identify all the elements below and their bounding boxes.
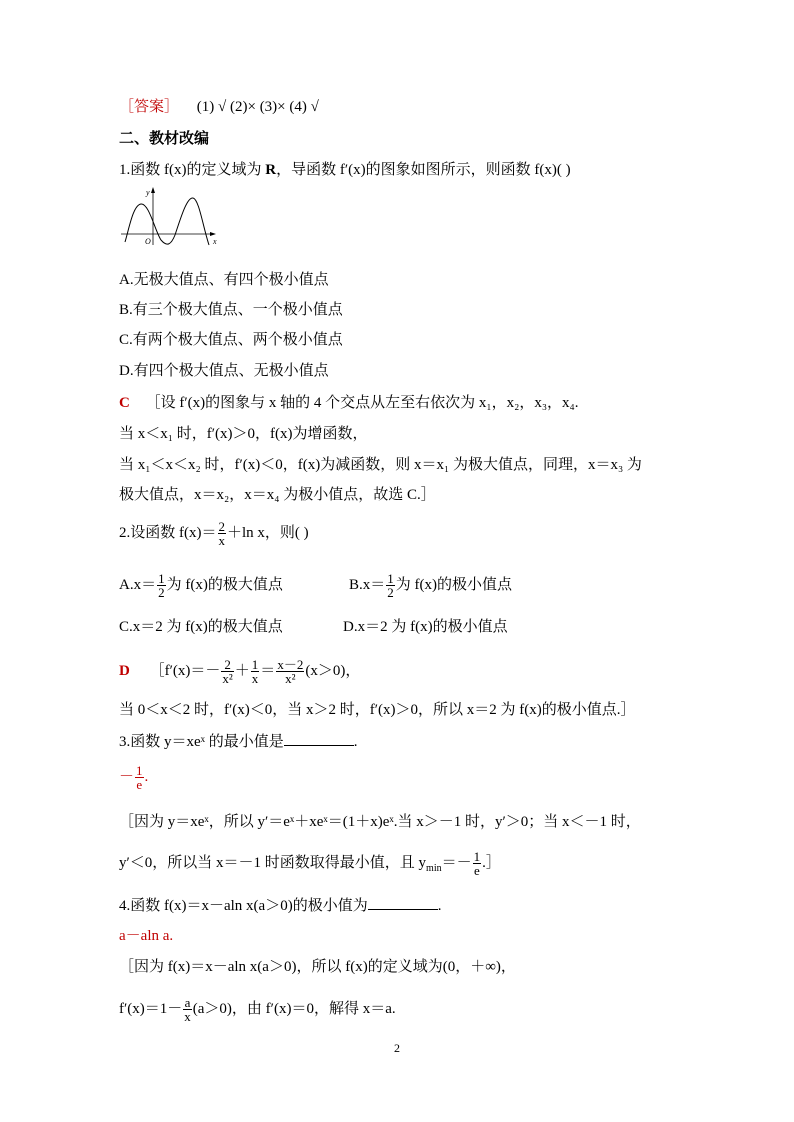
q2-option-b [349, 572, 512, 599]
q3-exp2 [119, 850, 501, 879]
q2-stem [119, 520, 309, 547]
x-label: x [213, 237, 217, 246]
q3-stem-text: 3.函数 y＝xeˣ 的最小值是 [119, 734, 284, 750]
q1-option-b: B.有三个极大值点、一个极小值点 [119, 302, 343, 318]
q2-opt-a-a: A.x＝ [119, 576, 157, 593]
q2-exp2: 当 0＜x＜2 时，f′(x)＜0，当 x＞2 时，f′(x)＞0，所以 x＝2 为 f(x)的极小值点.］ [119, 702, 636, 718]
q3-exp2-b: ＝－ [441, 854, 472, 871]
x-arrow [210, 232, 216, 236]
q4-exp2-num: a [184, 995, 191, 1010]
q1-exp4: 极大值点，x＝x₂，x＝x₄ 为极小值点，故选 C.］ [119, 487, 436, 503]
answer-items: (1) √ (2)× (3)× (4) √ [196, 99, 319, 115]
q2-opt-b-a: B.x＝ [349, 576, 386, 593]
q3-exp1: ［因为 y＝xeˣ，所以 y′＝eˣ＋xeˣ＝(1＋x)eˣ.当 x＞－1 时，y′＞0；当 x＜－1 时， [119, 814, 641, 830]
q1-option-d: D.有四个极大值点、无极小值点 [119, 363, 329, 379]
q1-exp1: ［设 f′(x)的图象与 x 轴的 4 个交点从左至右依次为 x₁，x₂，x₃，x₄. [145, 395, 579, 411]
q4-exp2-frac [183, 996, 192, 1023]
q1-exp2: 当 x＜x₁ 时，f′(x)＞0，f(x)为增函数， [119, 426, 368, 442]
q1-answer: C [119, 395, 130, 411]
q2-exp1-c: ＝ [260, 662, 276, 679]
q2-opt-a-den: 2 [158, 585, 165, 600]
q2-exp1-d: (x＞0)， [305, 662, 361, 679]
y-label: y [146, 188, 150, 197]
q2-f2-num: 1 [251, 657, 259, 672]
q4-blank [368, 895, 438, 910]
q2-exp1-b: ＋ [234, 662, 250, 679]
q2-f2-den: x [251, 671, 259, 686]
q2-opt-a-frac [157, 572, 166, 599]
q2-opt-b-den: 2 [387, 585, 394, 600]
q2-opt-b-frac [386, 572, 395, 599]
q3-blank [284, 731, 354, 746]
q4-exp2 [119, 996, 396, 1023]
q3-answer-frac [135, 764, 144, 791]
q2-frac-den: x [218, 533, 225, 548]
q3-exp2-a: y′＜0，所以当 x＝－1 时函数取得最小值，且 y [119, 854, 427, 871]
q2-exp1-frac2 [251, 658, 260, 685]
q3-answer-prefix: － [119, 768, 135, 785]
curve [125, 198, 209, 245]
q1-stem-b: R [265, 162, 277, 178]
q2-f3-den: x² [285, 671, 296, 686]
section-title: 二、教材改编 [119, 131, 210, 147]
q2-exp1-a: ［f′(x)＝－ [149, 662, 221, 679]
q3-stem: 3.函数 y＝xeˣ 的最小值是 . [119, 731, 358, 752]
q2-f3-num: x－2 [277, 657, 304, 672]
q2-opt-b-b: 为 f(x)的极小值点 [395, 576, 513, 593]
q3-exp2-frac [473, 850, 482, 877]
q2-opt-b-num: 1 [387, 571, 394, 586]
q2-stem-b: ＋ln x，则( ) [227, 524, 309, 541]
q4-exp2-b: (a＞0)，由 f′(x)＝0，解得 x＝a. [192, 1000, 396, 1017]
q2-option-d: D.x＝2 为 f(x)的极小值点 [343, 619, 508, 635]
q2-f1-num: 2 [221, 658, 233, 672]
q1-option-a: A.无极大值点、有四个极小值点 [119, 272, 329, 288]
q1-exp3: 当 x₁＜x＜x₂ 时，f′(x)＜0，f(x)为减函数，则 x＝x₁ 为极大值点，同理，x＝x₃ 为 [119, 457, 642, 473]
q1-stem-c: ，导函数 f′(x)的图象如图所示，则函数 f(x)( ) [276, 162, 571, 178]
answer-label: ［答案］ [119, 99, 180, 115]
origin-label: O [145, 237, 151, 246]
page-number: 2 [394, 1041, 400, 1055]
q3-exp2-sub: min [426, 862, 442, 874]
q4-answer: a－aln a. [119, 928, 174, 944]
q4-stem-text: 4.函数 f(x)＝x－aln x(a＞0)的极小值为 [119, 898, 368, 914]
q2-opt-a-b: 为 f(x)的极大值点 [166, 576, 283, 593]
derivative-graph [119, 187, 219, 247]
q3-exp2-num: 1 [473, 849, 481, 864]
q3-exp2-c: .］ [482, 854, 501, 871]
q1-stem-a: 1.函数 f(x)的定义域为 [119, 162, 266, 178]
q2-frac-num: 2 [218, 519, 225, 534]
q2-f1-den: x² [222, 671, 233, 686]
q2-frac [218, 520, 227, 547]
q2-stem-a: 2.设函数 f(x)＝ [119, 524, 217, 541]
q1-answer-line [119, 393, 579, 413]
q4-exp2-a: f′(x)＝1－ [119, 1000, 183, 1017]
q3-answer-num: 1 [136, 763, 143, 778]
answer-line [119, 97, 319, 117]
q2-options-ab [119, 572, 283, 599]
q2-answer-line [119, 658, 360, 685]
q2-exp1-frac1 [221, 658, 233, 685]
q2-opt-a-num: 1 [158, 571, 165, 586]
q4-stem: 4.函数 f(x)＝x－aln x(a＞0)的极小值为 . [119, 895, 441, 916]
q2-answer: D [119, 662, 130, 679]
y-arrow [151, 187, 155, 193]
q3-exp2-den: e [473, 863, 480, 878]
q1-option-c: C.有两个极大值点、两个极小值点 [119, 332, 343, 348]
q1-stem [119, 160, 571, 180]
q2-exp1-frac3 [276, 658, 304, 685]
q3-answer [119, 764, 148, 791]
q2-option-c: C.x＝2 为 f(x)的极大值点 [119, 619, 283, 635]
q3-answer-suffix: . [144, 768, 149, 785]
q4-exp2-den: x [184, 1009, 191, 1024]
q3-answer-den: e [136, 777, 143, 792]
q4-exp1: ［因为 f(x)＝x－aln x(a＞0)，所以 f(x)的定义域为(0，＋∞)， [119, 959, 516, 975]
